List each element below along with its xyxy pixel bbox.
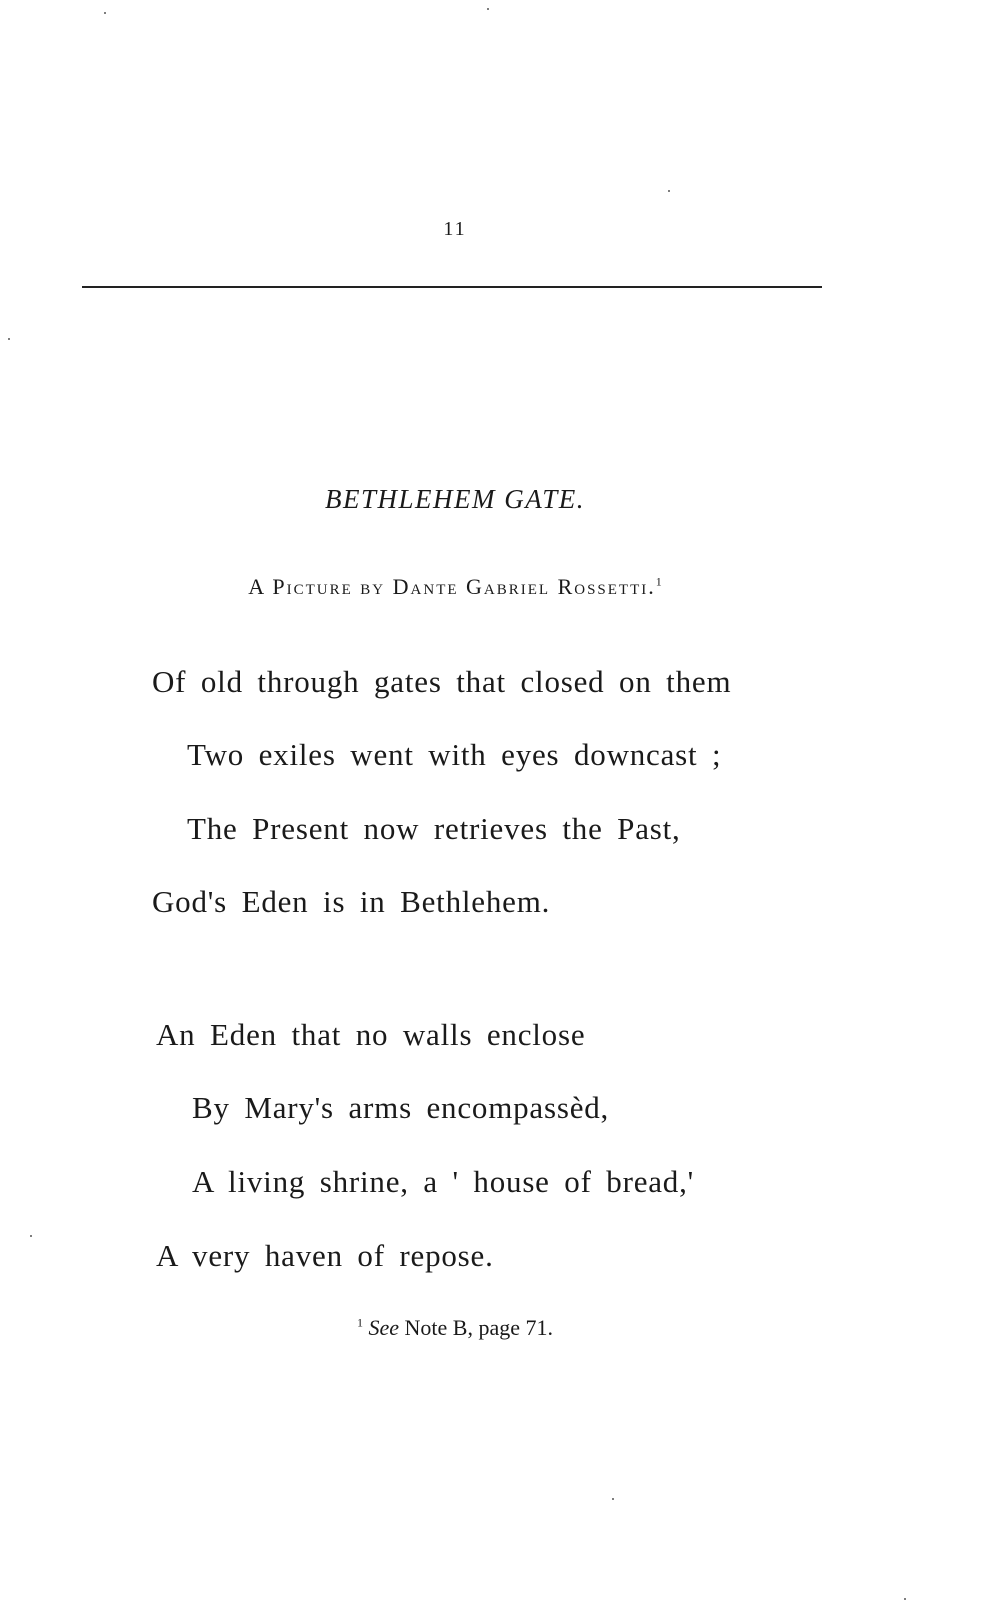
scan-speck — [30, 1235, 32, 1237]
poem-line: By Mary's arms encompassèd, — [192, 1090, 610, 1125]
scan-speck — [612, 1498, 614, 1500]
scan-speck — [104, 12, 106, 14]
scan-speck — [8, 338, 10, 340]
footnote-text: Note B, page 71. — [404, 1315, 553, 1340]
scan-speck — [904, 1598, 906, 1600]
poem-subtitle — [0, 574, 910, 600]
footnote-see: See — [368, 1315, 400, 1340]
header-rule — [82, 286, 822, 288]
poem-line: A very haven of repose. — [156, 1238, 494, 1273]
subtitle-footnote-marker: 1 — [655, 574, 662, 589]
scan-speck — [487, 8, 489, 10]
poem-line: Two exiles went with eyes downcast ; — [187, 737, 722, 772]
poem-line: God's Eden is in Bethlehem. — [152, 884, 551, 919]
poem-title: BETHLEHEM GATE. — [325, 484, 585, 514]
poem-line: An Eden that no walls enclose — [156, 1017, 586, 1052]
page-number: 11 — [443, 218, 467, 240]
scan-speck — [668, 190, 670, 192]
footnote-marker: 1 — [357, 1315, 363, 1330]
subtitle-text: A Picture by Dante Gabriel Rossetti. — [248, 574, 656, 599]
poem-line: A living shrine, a ' house of bread,' — [192, 1164, 695, 1199]
poem-line: The Present now retrieves the Past, — [187, 811, 681, 846]
poem-line: Of old through gates that closed on them — [152, 664, 732, 699]
footnote — [0, 1315, 910, 1341]
